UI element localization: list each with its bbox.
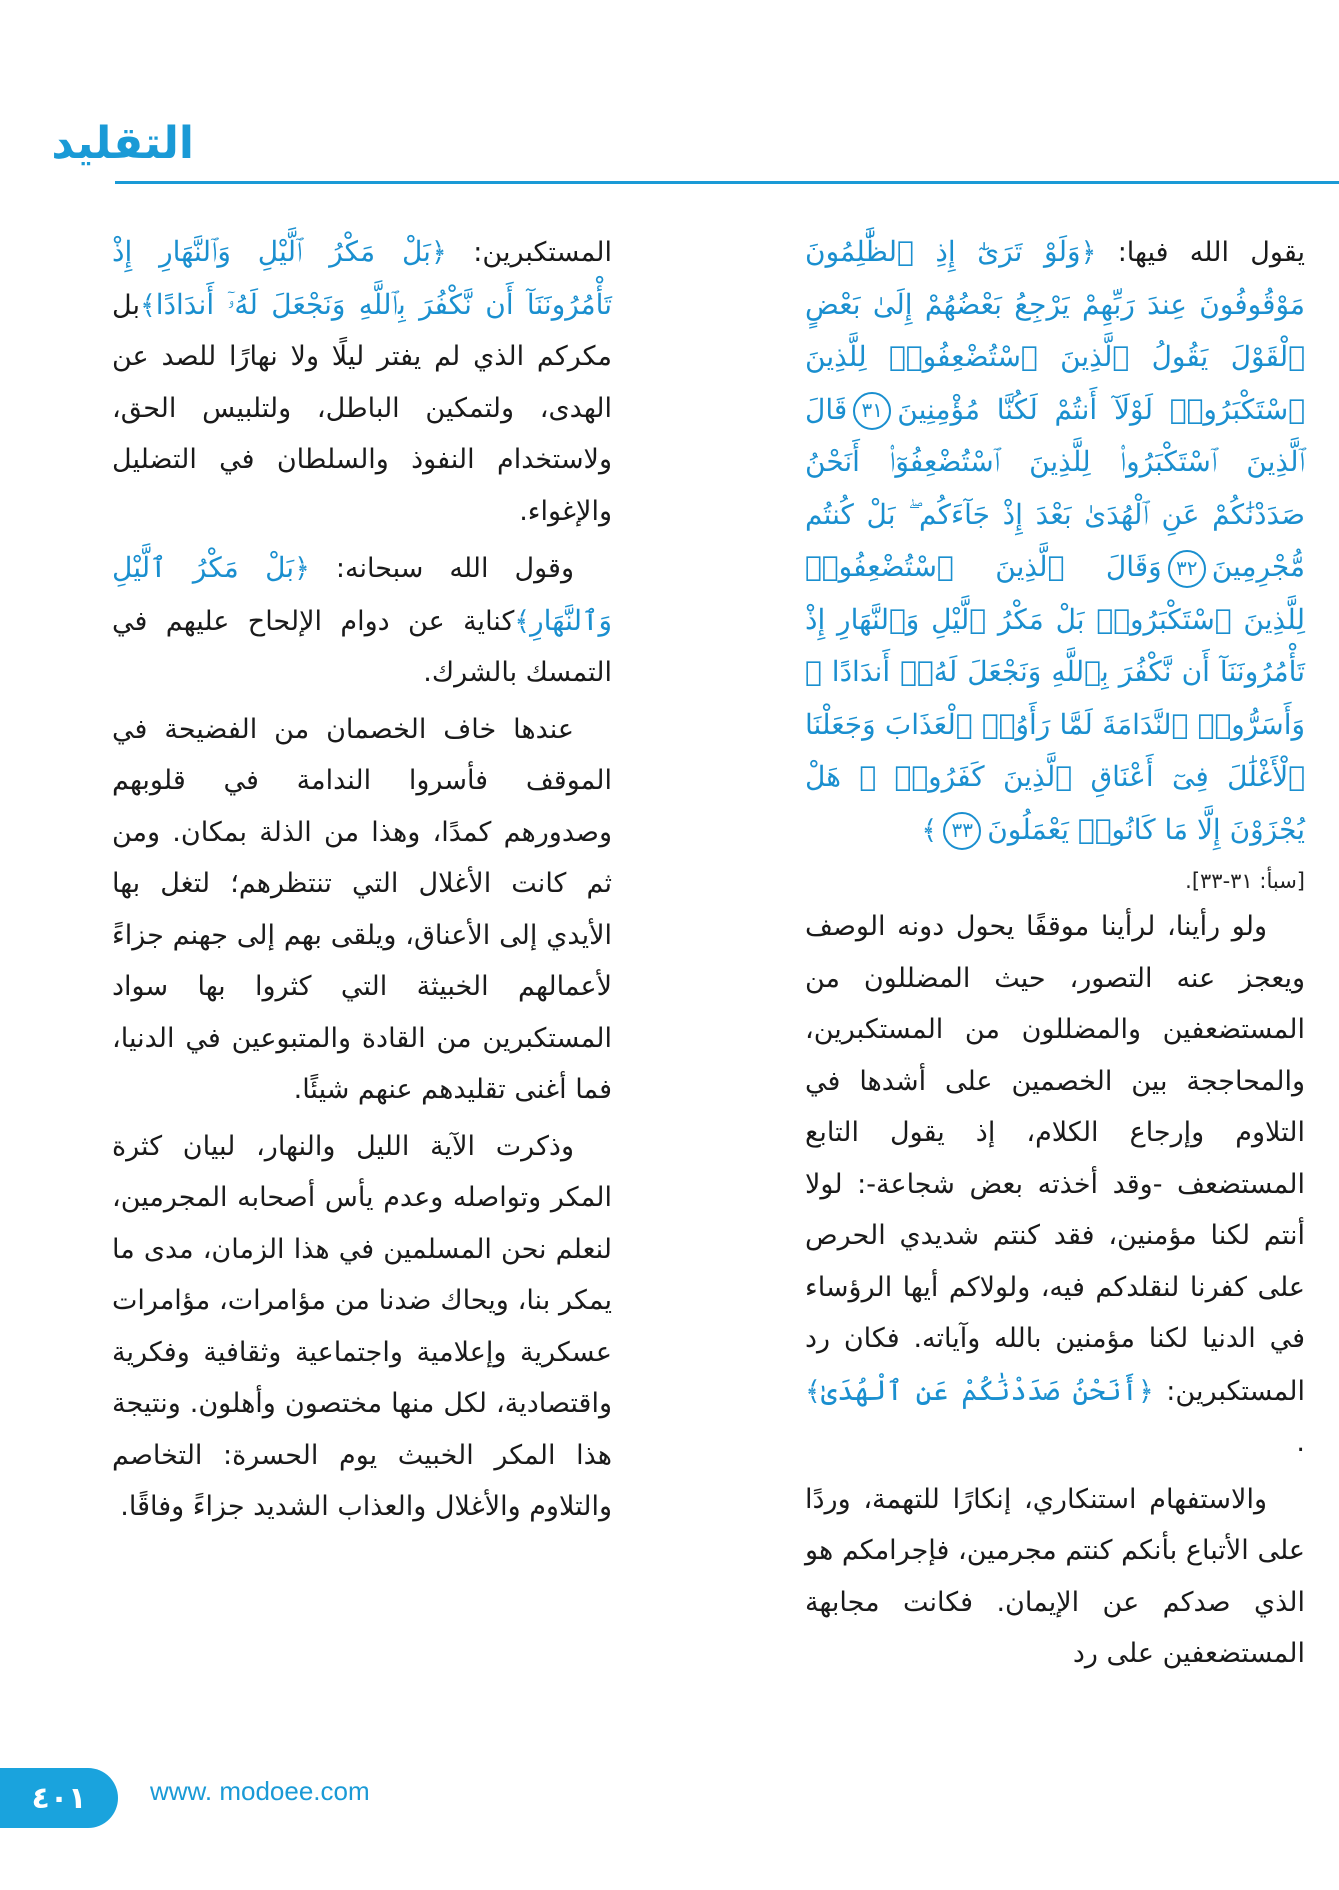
paragraph-body [112,226,612,537]
body-text: وذكرت الآية الليل والنهار، لبيان كثرة المكر وتواصله وعدم يأس أصحابه المجرمين، لنعلم نحن المسلمين في هذا الزمان، مدى ما يمكر بنا، ويحاك ضدنا من مؤامرات، مؤامرات عسكرية وإعلامية واجتماعية وثقافية وفكرية واقتصادية، لكل منها مختصون وأهلون. ونتيجة هذا المكر الخبيث يوم الحسرة: التخاصم والتلاوم والأغلال والعذاب الشديد جزاءً وفاقًا. [112,1130,612,1522]
surah-reference: [سبأ: ٣١-٣٣]. [1185,869,1305,893]
body-text: عندها خاف الخصمان من الفضيحة في الموقف فأسروا الندامة في قلوبهم وصدورهم كمدًا، وهذا من الذلة بمكان. ومن ثم كانت الأغلال التي تنتظرهم؛ لتغل بها الأيدي إلى الأعناق، ويلقى بهم إلى جهنم جزاءً لأعمالهم الخبيثة التي كثروا بها سواد المستكبرين من القادة والمتبوعين في الدنيا، فما أغنى تقليدهم عنهم شيئًا. [112,713,612,1105]
intro-text: وقول الله سبحانه: [309,553,574,584]
verse-number-31: ٣١ [853,392,891,430]
quran-verse: وَلَوْ تَرَىٰٓ إِذِ ٱلظَّٰلِمُونَ مَوْقُوفُونَ عِندَ رَبِّهِمْ يَرْجِعُ بَعْضُهُمْ إِلَىٰ بَعْضٍ ٱلْقَوْلَ يَقُولُ ٱلَّذِينَ ٱسْتُضْعِفُوا۟ لِلَّذِينَ ٱسْتَكْبَرُوا۟ لَوْلَآ أَنتُمْ لَكُنَّا مُؤْمِنِينَ [805,235,1305,426]
intro-text: يقول الله فيها: [1096,237,1305,268]
intro-text: المستكبرين: [446,237,613,268]
paragraph-body [112,1121,612,1533]
quran-verse: أَنَحْنُ صَدَدْنَٰكُمْ عَنِ ٱلْهُدَىٰ [820,1373,1139,1407]
right-column [805,226,1305,1685]
page-title: التقليد [51,118,194,169]
paragraph-quran-quote [805,226,1305,856]
body-text: . [1296,1427,1305,1458]
quran-verse: قَالَ ٱلَّذِينَ ٱسْتَكْبَرُوا۟ لِلَّذِينَ ٱسْتُضْعِفُوٓا۟ أَنَحْنُ صَدَدْنَٰكُمْ عَنِ ٱلْهُدَىٰ بَعْدَ إِذْ جَآءَكُم ۖ بَلْ كُنتُم مُّجْرِمِينَ [805,392,1305,583]
website-url[interactable]: www. modoee.com [150,1776,370,1806]
paragraph-body [112,704,612,1116]
verse-open-bracket: ﴿ [1138,1375,1154,1407]
page-number-badge: ٤٠١ [0,1768,118,1828]
verse-open-bracket: ﴿ [1080,237,1097,268]
body-text: والاستفهام استنكاري، إنكارًا للتهمة، وردًا على الأتباع بأنكم كنتم مجرمين، فإجرامكم هو الذي صدكم عن الإيمان. فكانت مجابهة المستضعفين على رد [805,1483,1305,1669]
verse-close-bracket: ﴾ [805,1375,821,1407]
verse-close-bracket: ﴾ [921,814,938,846]
quran-verse: وَقَالَ ٱلَّذِينَ ٱسْتُضْعِفُوا۟ لِلَّذِينَ ٱسْتَكْبَرُوا۟ بَلْ مَكْرُ ٱلَّيْلِ وَٱلنَّهَارِ إِذْ تَأْمُرُونَنَآ أَن نَّكْفُرَ بِٱللَّهِ وَنَجْعَلَ لَهُۥٓ أَندَادًا ۚ وَأَسَرُّوا۟ ٱلنَّدَامَةَ لَمَّا رَأَوُا۟ ٱلْعَذَابَ وَجَعَلْنَا ٱلْأَغْلَٰلَ فِىٓ أَعْنَاقِ ٱلَّذِينَ كَفَرُوا۟ ۚ هَلْ يُجْزَوْنَ إِلَّا مَا كَانُوا۟ يَعْمَلُونَ [805,550,1305,846]
body-text: كناية عن دوام الإلحاح عليهم في التمسك بالشرك. [112,605,612,688]
verse-number-32: ٣٢ [1168,550,1206,588]
verse-number-33: ٣٣ [943,812,981,850]
verse-open-bracket: ﴿ [430,237,447,268]
verse-open-bracket: ﴿ [294,553,310,584]
quran-verse: بَلْ مَكْرُ ٱلَّيْلِ وَٱلنَّهَارِ [112,551,612,637]
paragraph-body [112,542,612,699]
left-column [112,226,612,1538]
verse-close-bracket: ﴾ [514,605,531,637]
quran-verse: بَلْ مَكْرُ ٱلَّيْلِ وَٱلنَّهَارِ إِذْ تَأْمُرُونَنَآ أَن نَّكْفُرَ بِٱللَّهِ وَنَجْعَلَ لَهُۥٓ أَندَادًا [112,235,612,321]
verse-close-bracket: ﴾ [139,289,156,321]
paragraph-body [805,901,1305,1469]
body-text: بل مكركم الذي لم يفتر ليلًا ولا نهارًا للصد عن الهدى، ولتمكين الباطل، ولتلبيس الحق، ولاستخدام النفوذ والسلطان في التضليل والإغواء. [112,289,612,527]
title-divider [115,181,1339,184]
body-text: ولو رأينا، لرأينا موقفًا يحول دونه الوصف ويعجز عنه التصور، حيث المضللون من المستضعفين والمضللون من المستكبرين، والمحاججة بين الخصمين على أشدها في التلاوم وإرجاع الكلام، إذ يقول التابع المستضعف -وقد أخذته بعض شجاعة-: لولا أنتم لكنا مؤمنين، فقد كنتم شديدي الحرص على كفرنا لنقلدكم فيه، ولولاكم أيها الرؤساء في الدنيا لكنا مؤمنين بالله وآياته. فكان رد المستكبرين: [805,911,1305,1407]
paragraph-body [805,1474,1305,1680]
